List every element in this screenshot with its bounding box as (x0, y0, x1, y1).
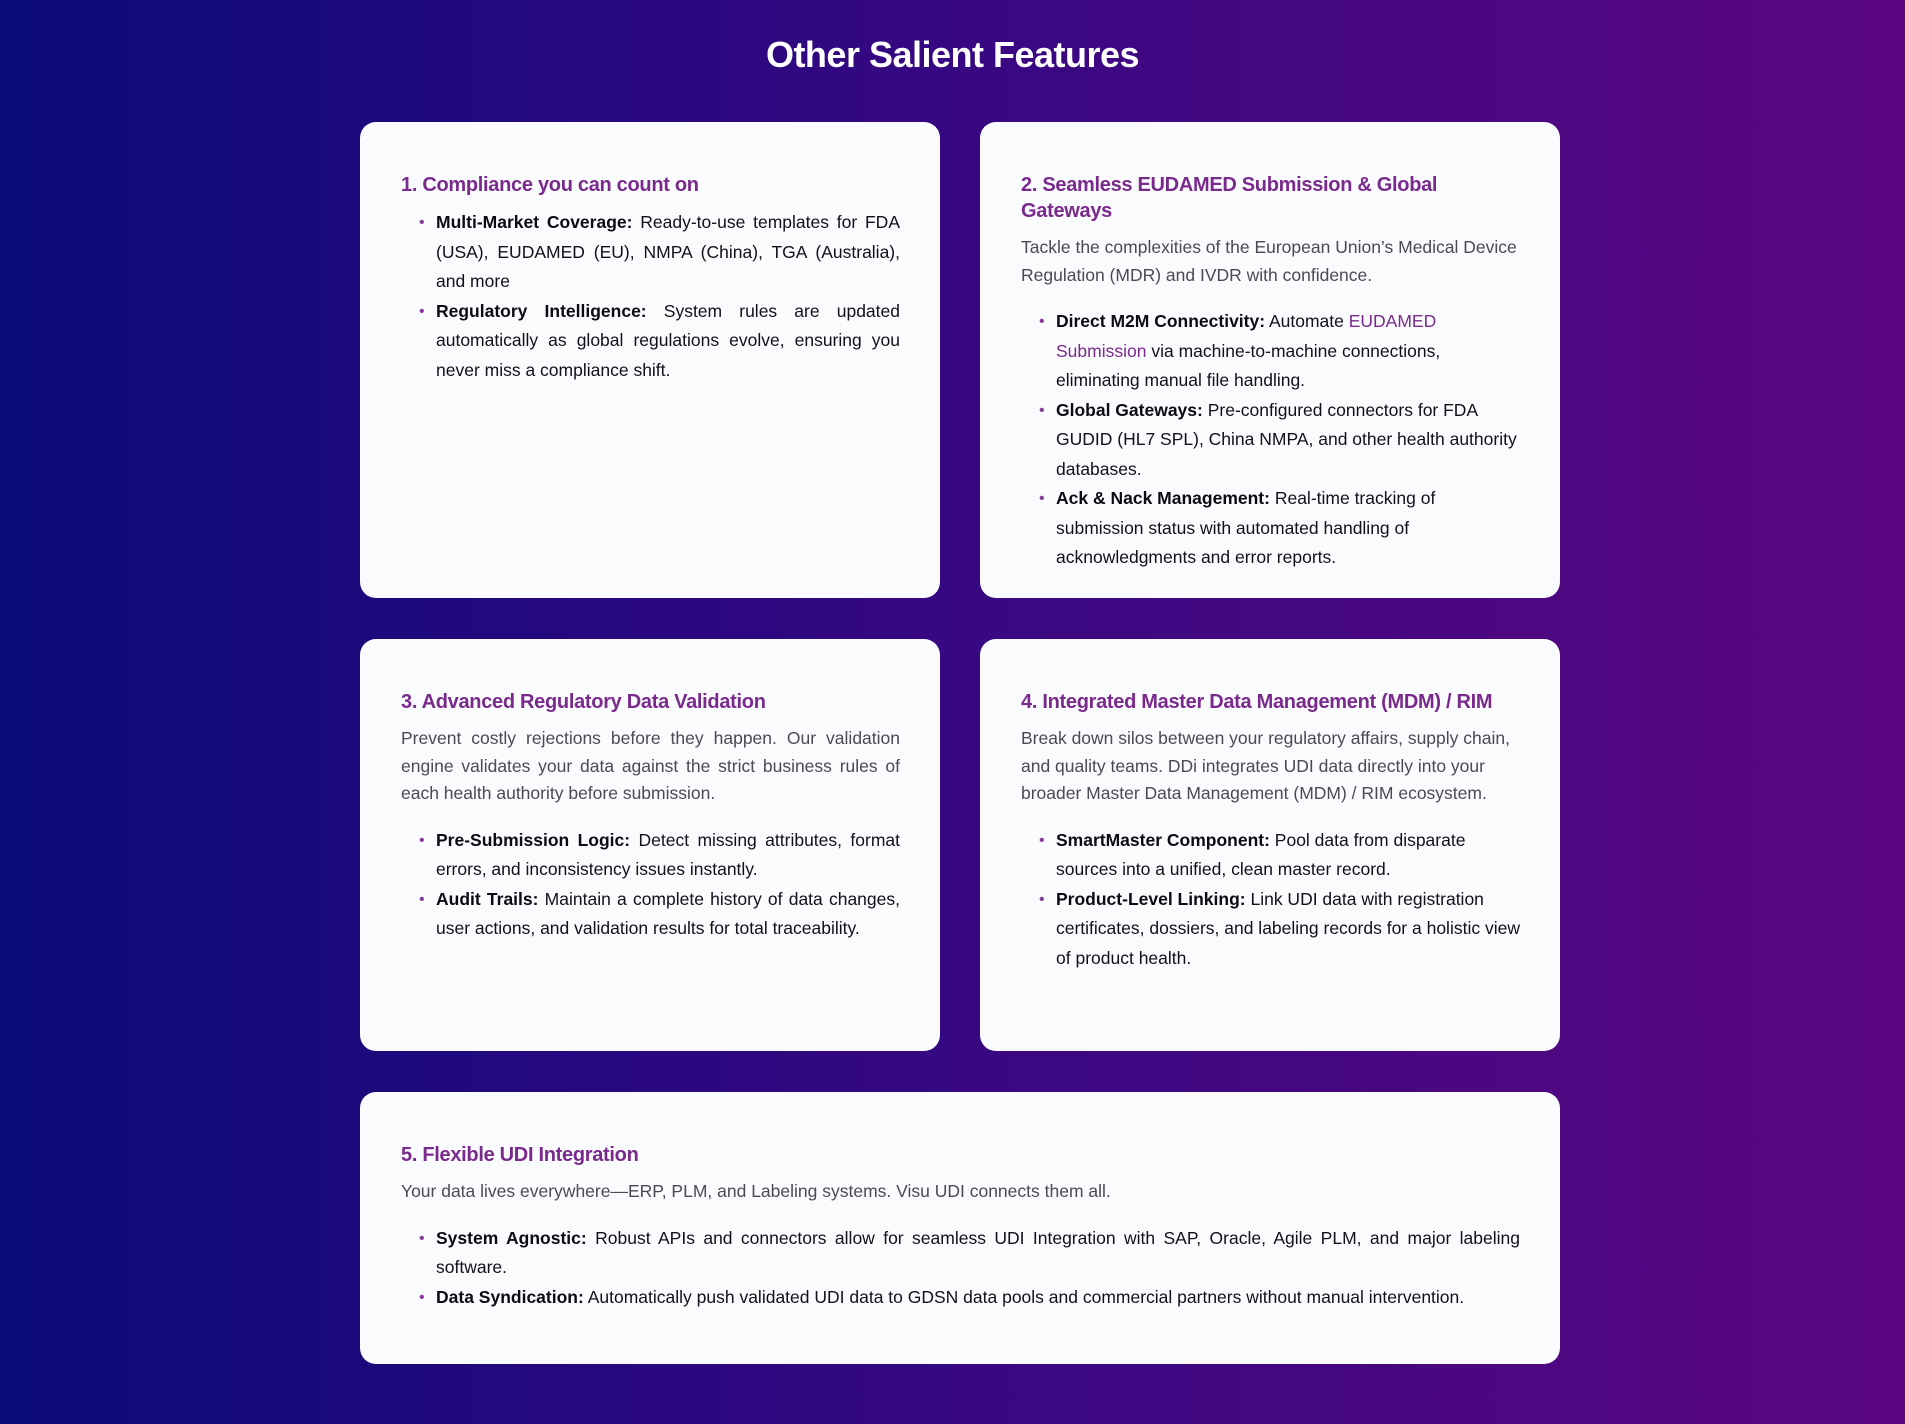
bullet-icon: • (419, 1288, 425, 1306)
item-label: Audit Trails: (436, 888, 539, 909)
item-text: Link UDI data with registration certificates, dossiers, and labeling records for a holistic view of product health. (1056, 888, 1520, 968)
item-label: Regulatory Intelligence: (436, 300, 647, 321)
list-item (1039, 307, 1520, 396)
item-label: Direct M2M Connectivity: (1056, 311, 1266, 331)
list-item (1039, 885, 1520, 974)
card-heading: 1. Compliance you can count on (401, 174, 699, 196)
item-text: Robust APIs and connectors allow for seamless UDI Integration with SAP, Oracle, Agile PLM, and major labeling software. (436, 1227, 1520, 1277)
feature-list (1021, 307, 1520, 573)
list-item (419, 885, 900, 944)
bullet-icon: • (1039, 831, 1045, 849)
item-text: via machine-to-machine connections, eliminating manual file handling. (1056, 340, 1441, 390)
list-item (419, 826, 900, 885)
item-text: Ready-to-use templates for FDA (USA), EUDAMED (EU), NMPA (China), TGA (Australia), and more (436, 212, 900, 291)
item-text: Detect missing attributes, format errors, and inconsistency issues instantly. (436, 829, 900, 879)
list-item (1039, 396, 1520, 485)
list-item (419, 297, 900, 386)
feature-card-eudamed (980, 122, 1560, 598)
bullet-icon: • (1039, 313, 1045, 330)
card-heading: 2. Seamless EUDAMED Submission & Global Gateways (1021, 174, 1438, 222)
bullet-icon: • (419, 1229, 425, 1247)
item-text: Pool data from disparate sources into a unified, clean master record. (1056, 829, 1466, 879)
item-text: Pre-configured connectors for FDA GUDID (HL7 SPL), China NMPA, and other health authority databases. (1056, 399, 1517, 479)
list-item (419, 208, 900, 297)
bullet-icon: • (419, 302, 425, 320)
list-item (419, 1283, 1520, 1313)
page-title: Other Salient Features (765, 34, 1140, 75)
feature-list (1021, 826, 1520, 974)
feature-card-validation (360, 639, 940, 1051)
list-item (419, 1224, 1520, 1283)
feature-card-mdm (980, 639, 1560, 1051)
item-label: Data Syndication: (436, 1286, 584, 1307)
list-item (1039, 484, 1520, 573)
bullet-icon: • (1039, 490, 1045, 507)
card-intro: Prevent costly rejections before they happen. Our validation engine validates your data against the strict business rules of each health authority before submission. (401, 728, 900, 803)
item-label: Pre-Submission Logic: (436, 829, 631, 850)
item-text: Real-time tracking of submission status with automated handling of acknowledgments and error reports. (1056, 488, 1436, 567)
bullet-icon: • (419, 831, 425, 849)
feature-list (401, 826, 900, 944)
card-heading: 4. Integrated Master Data Management (MDM) / RIM (1021, 691, 1493, 713)
item-label: Ack & Nack Management: (1056, 488, 1270, 508)
bullet-icon: • (1039, 401, 1045, 419)
item-label: SmartMaster Component: (1056, 829, 1270, 850)
item-label: Global Gateways: (1056, 399, 1203, 420)
bullet-icon: • (1039, 890, 1045, 908)
feature-list (401, 1224, 1520, 1313)
card-intro: Tackle the complexities of the European Union’s Medical Device Regulation (MDR) and IVDR with confidence. (1021, 237, 1517, 285)
bullet-icon: • (419, 890, 425, 908)
feature-card-compliance (360, 122, 940, 598)
eudamed-submission-link[interactable]: EUDAMED Submission (1056, 311, 1437, 361)
list-item (1039, 826, 1520, 885)
item-text: System rules are updated automatically as global regulations evolve, ensuring you never miss a compliance shift. (436, 300, 900, 380)
card-intro: Break down silos between your regulatory affairs, supply chain, and quality teams. DDi integrates UDI data directly into your broader Master Data Management (MDM) / RIM ecosystem. (1021, 728, 1510, 803)
card-heading: 5. Flexible UDI Integration (401, 1144, 639, 1166)
item-label: Product-Level Linking: (1056, 888, 1246, 909)
card-heading: 3. Advanced Regulatory Data Validation (401, 691, 766, 713)
feature-card-integration (360, 1092, 1560, 1364)
bullet-icon: • (419, 214, 425, 231)
item-label: Multi-Market Coverage: (436, 212, 633, 232)
item-text: Automatically push validated UDI data to GDSN data pools and commercial partners without manual intervention. (583, 1286, 1465, 1307)
card-intro: Your data lives everywhere—ERP, PLM, and Labeling systems. Visu UDI connects them all. (401, 1181, 1111, 1201)
item-text: Automate (1265, 311, 1349, 331)
item-label: System Agnostic: (436, 1227, 587, 1248)
feature-list (401, 208, 900, 385)
item-text: Maintain a complete history of data changes, user actions, and validation results for total traceability. (436, 888, 900, 938)
